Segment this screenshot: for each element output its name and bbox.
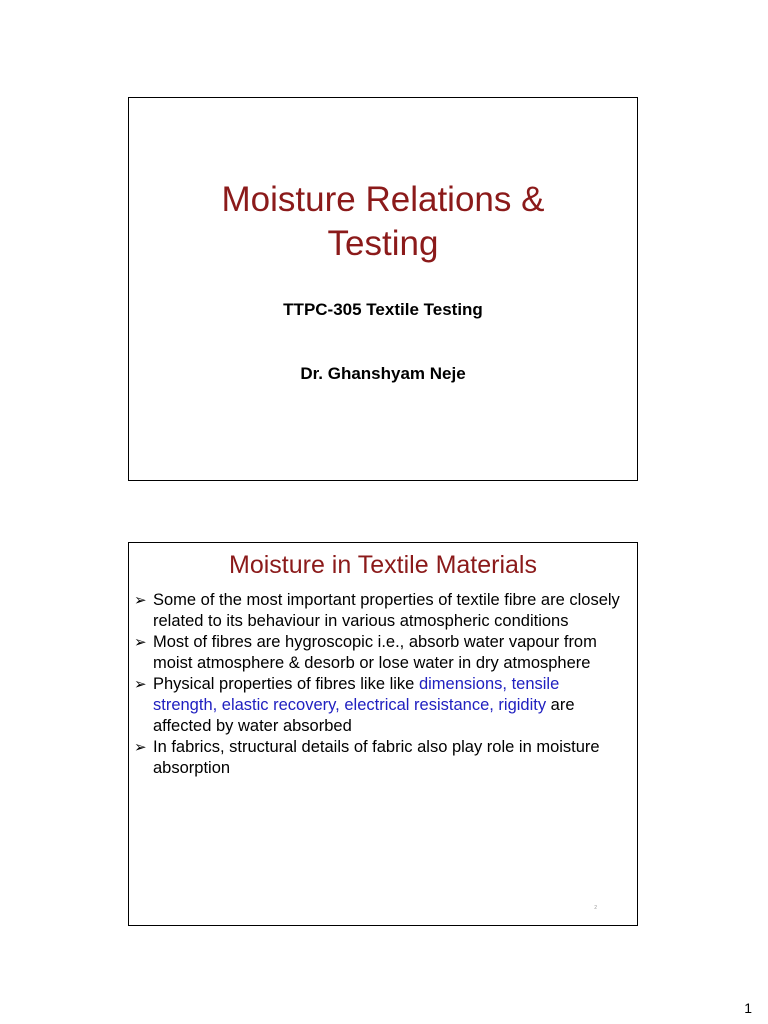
slide-number: 2 <box>594 905 597 911</box>
arrow-bullet-icon: ➢ <box>134 592 147 609</box>
bullet-item <box>134 737 625 779</box>
slide-1-title-line-1: Moisture Relations & <box>221 180 545 219</box>
bullet-text-prefix: Physical properties of fibres like like <box>153 675 419 693</box>
slide-2 <box>128 542 638 926</box>
slide-2-title: Moisture in Textile Materials <box>229 551 537 579</box>
slide-1-subtitle: TTPC-305 Textile Testing <box>283 300 483 319</box>
bullet-text: Most of fibres are hygroscopic i.e., absorb water vapour from moist atmosphere & desorb or lose water in dry atmosphere <box>153 633 597 672</box>
bullet-text: In fabrics, structural details of fabric also play role in moisture absorption <box>153 738 600 777</box>
slide-1-title-line-2: Testing <box>327 224 439 263</box>
slide-1 <box>128 97 638 481</box>
bullet-item <box>134 632 625 674</box>
bullet-item <box>134 590 625 632</box>
bullet-text: Some of the most important properties of textile fibre are closely related to its behaviour in various atmospheric conditions <box>153 591 620 630</box>
arrow-bullet-icon: ➢ <box>134 676 147 693</box>
arrow-bullet-icon: ➢ <box>134 634 147 651</box>
slide-1-author: Dr. Ghanshyam Neje <box>300 364 466 383</box>
bullet-list <box>134 590 625 779</box>
bullet-item <box>134 674 625 737</box>
slide-1-title <box>129 178 637 266</box>
bullet-text-highlight: dimensions, tensile strength, elastic recovery, electrical resistance, rigidity <box>153 675 560 714</box>
page-number: 1 <box>744 1000 752 1016</box>
bullet-text-suffix: are affected by water absorbed <box>153 696 575 735</box>
arrow-bullet-icon: ➢ <box>134 739 147 756</box>
